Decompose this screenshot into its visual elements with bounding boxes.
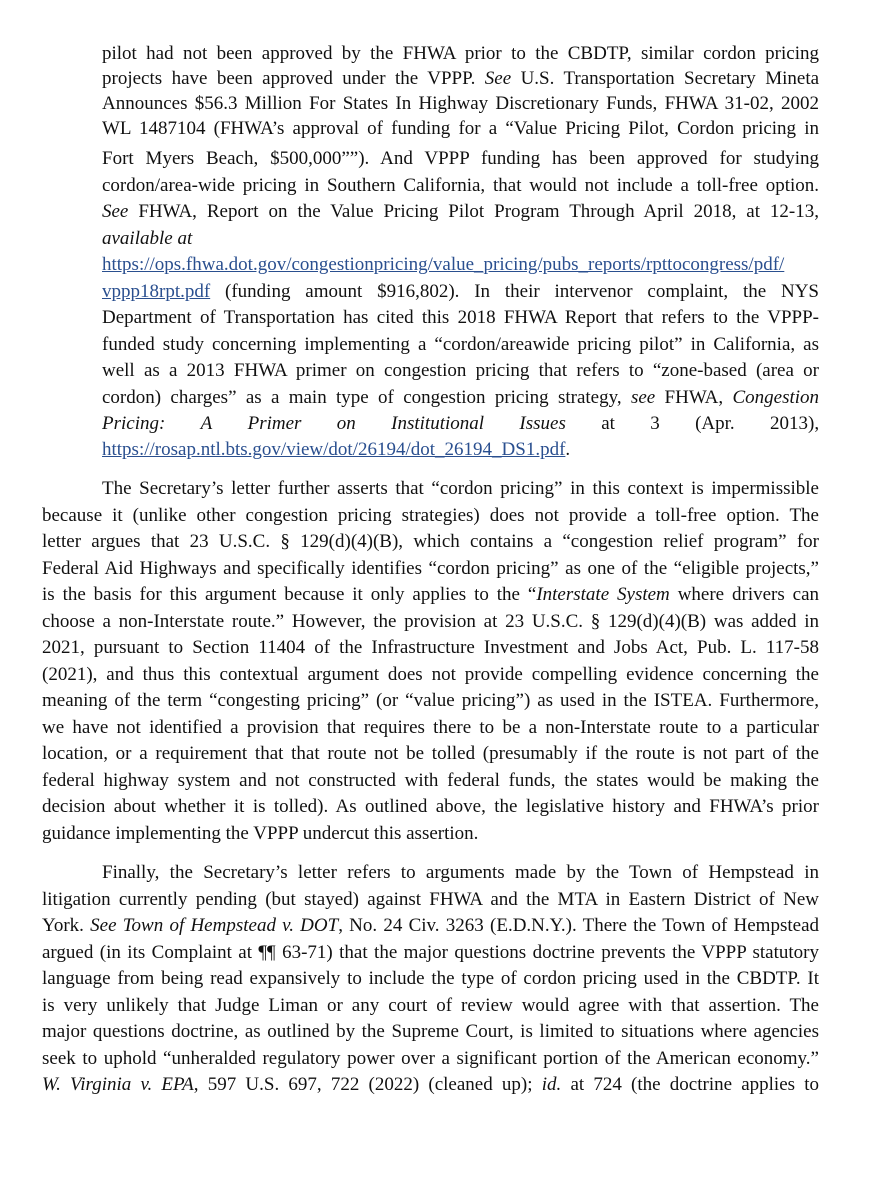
text-line: major questions doctrine, as outlined by the Supreme Court, is limited to situations where agencies: [42, 1021, 819, 1042]
text-line: Department of Transportation has cited this 2018 FHWA Report that refers to the VPPP-: [102, 307, 819, 328]
text-line: W. Virginia v. EPA, 597 U.S. 697, 722 (2022) (cleaned up); id. at 724 (the doctrine applies to: [42, 1074, 819, 1095]
text-line: Federal Aid Highways and specifically identifies “cordon pricing” as one of the “eligible projects,”: [42, 558, 819, 579]
text-line: location, or a requirement that that route not be tolled (presumably if the route is not part of the: [42, 743, 819, 764]
text-line: because it (unlike other congestion pricing strategies) does not provide a toll-free option. The: [42, 505, 819, 526]
text-line: well as a 2013 FHWA primer on congestion pricing that refers to “zone-based (area or: [102, 360, 819, 381]
text-line: [102, 253, 819, 277]
text-line: cordon) charges” as a main type of congestion pricing strategy, see FHWA, Congestion: [102, 387, 819, 408]
text-line: pilot had not been approved by the FHWA prior to the CBDTP, similar cordon pricing: [102, 43, 819, 64]
text-line: https://rosap.ntl.bts.gov/view/dot/26194/dot_26194_DS1.pdf.: [102, 439, 571, 460]
text-line: is very unlikely that Judge Liman or any court of review would agree with that assertion. The: [42, 995, 819, 1016]
text-line: argued (in its Complaint at ¶¶ 63-71) that the major questions doctrine prevents the VPPP statutory: [42, 942, 819, 963]
text-line: federal highway system and not constructed with federal funds, the states would be making the: [42, 770, 819, 791]
text-line: decision about whether it is tolled). As outlined above, the legislative history and FHWA’s prior: [42, 796, 819, 817]
text-line: choose a non-Interstate route.” However, the provision at 23 U.S.C. § 129(d)(4)(B) was added in: [42, 611, 819, 632]
primer-link[interactable]: https://rosap.ntl.bts.gov/view/dot/26194/dot_26194_DS1.pdf: [102, 439, 566, 460]
text-line: letter argues that 23 U.S.C. § 129(d)(4)(B), which contains a “congestion relief program” for: [42, 531, 819, 552]
report-link[interactable]: https://ops.fhwa.dot.gov/congestionpricing/value_pricing/pubs_reports/rpttocongress/pdf/: [102, 254, 785, 275]
text-line: Pricing: A Primer on Institutional Issues at 3 (Apr. 2013),: [102, 413, 819, 434]
text-line: York. See Town of Hempstead v. DOT, No. 24 Civ. 3263 (E.D.N.Y.). There the Town of Hempstead: [42, 915, 819, 936]
text-line: Fort Myers Beach, $500,000””). And VPPP funding has been approved for studying: [102, 148, 819, 169]
text-line: available at: [102, 228, 193, 249]
text-line: cordon/area-wide pricing in Southern California, that would not include a toll-free option.: [102, 175, 819, 196]
text-line: is the basis for this argument because it only applies to the “Interstate System where drivers can: [42, 584, 819, 605]
text-line: Finally, the Secretary’s letter refers to arguments made by the Town of Hempstead in: [102, 862, 819, 883]
text-line: meaning of the term “congesting pricing” (or “value pricing”) as used in the ISTEA. Furthermore,: [42, 690, 819, 711]
text-line: seek to uphold “unheralded regulatory power over a significant portion of the American economy.”: [42, 1048, 819, 1069]
report-link-continued[interactable]: vppp18rpt.pdf: [102, 281, 211, 302]
text-line: Announces $56.3 Million For States In Highway Discretionary Funds, FHWA 31-02, 2002: [102, 93, 819, 114]
text-line: vppp18rpt.pdf (funding amount $916,802). In their intervenor complaint, the NYS: [102, 281, 819, 302]
text-line: projects have been approved under the VPPP. See U.S. Transportation Secretary Mineta: [102, 68, 819, 89]
text-line: we have not identified a provision that requires there to be a non-Interstate route to a particular: [42, 717, 819, 738]
text-line: litigation currently pending (but stayed) against FHWA and the MTA in Eastern District of New: [42, 889, 819, 910]
text-line: WL 1487104 (FHWA’s approval of funding for a “Value Pricing Pilot, Cordon pricing in: [102, 118, 819, 139]
text-line: guidance implementing the VPPP undercut this assertion.: [42, 823, 479, 844]
text-line: 2021, pursuant to Section 11404 of the Infrastructure Investment and Jobs Act, Pub. L. 117-58: [42, 637, 819, 658]
text-line: language from being read expansively to include the type of cordon pricing used in the CBDTP. It: [42, 968, 819, 989]
text-line: See FHWA, Report on the Value Pricing Pilot Program Through April 2018, at 12-13,: [102, 201, 819, 222]
text-line: The Secretary’s letter further asserts that “cordon pricing” in this context is impermissible: [102, 478, 819, 499]
text-line: funded study concerning implementing a “cordon/areawide pricing pilot” in California, as: [102, 334, 819, 355]
text-line: (2021), and thus this contextual argument does not provide compelling evidence concerning the: [42, 664, 819, 685]
